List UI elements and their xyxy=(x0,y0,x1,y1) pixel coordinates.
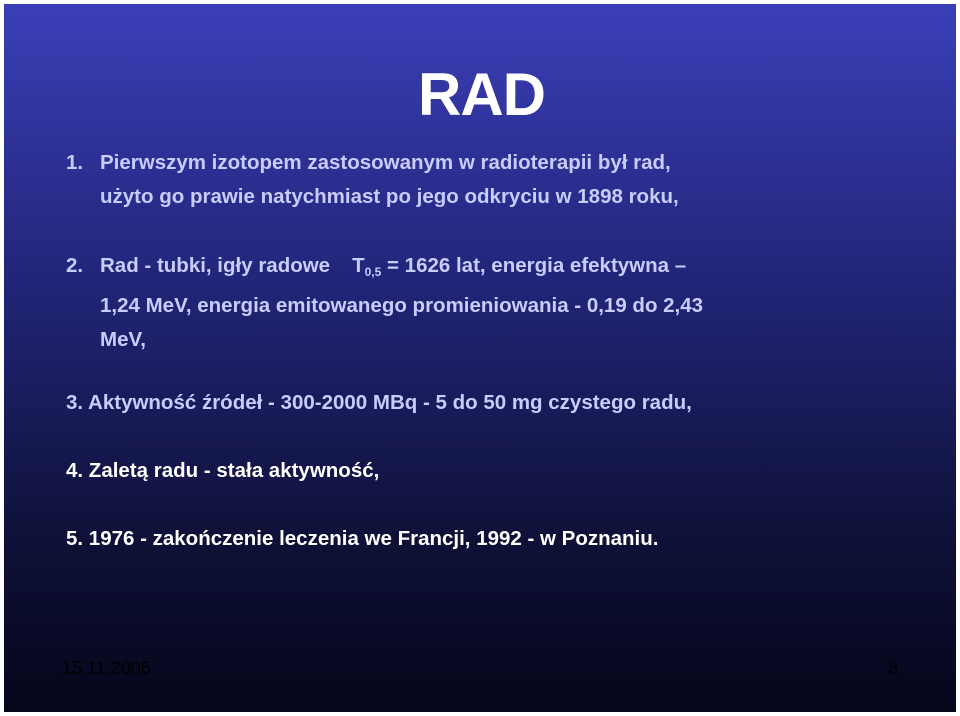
item-3-text: 3. Aktywność źródeł - 300-2000 MBq - 5 do 50 mg czystego radu, xyxy=(66,391,692,414)
slide xyxy=(4,4,956,712)
item-1-line-1: Pierwszym izotopem zastosowanym w radioterapii był rad, xyxy=(100,151,671,174)
item-2-line-3: MeV, xyxy=(100,328,146,351)
item-1-line-2: użyto go prawie natychmiast po jego odkryciu w 1898 roku, xyxy=(100,185,679,208)
item-4-text: 4. Zaletą radu - stała aktywność, xyxy=(66,459,380,482)
slide-title: RAD xyxy=(418,61,545,128)
item-2-pre: Rad - tubki, igły radowe xyxy=(100,254,331,277)
item-number: 1. xyxy=(66,151,84,174)
list-item-2 xyxy=(66,249,926,357)
item-number: 2. xyxy=(66,254,84,277)
list-item-1 xyxy=(66,146,926,214)
page-number: 8 xyxy=(888,658,899,678)
list-item-5 xyxy=(66,522,926,556)
item-5-text: 5. 1976 - zakończenie leczenia we Francji, 1992 - w Poznaniu. xyxy=(66,527,659,550)
half-life-symbol: T xyxy=(352,254,365,277)
item-2-line-2: 1,24 MeV, energia emitowanego promieniowania - 0,19 do 2,43 xyxy=(100,294,704,317)
half-life-subscript: 0,5 xyxy=(364,265,382,279)
list-item-4 xyxy=(66,454,926,488)
list-item-3 xyxy=(66,386,926,420)
footer-date: 15.11.2006 xyxy=(62,658,151,678)
item-2-post: = 1626 lat, energia efektywna – xyxy=(387,254,687,277)
